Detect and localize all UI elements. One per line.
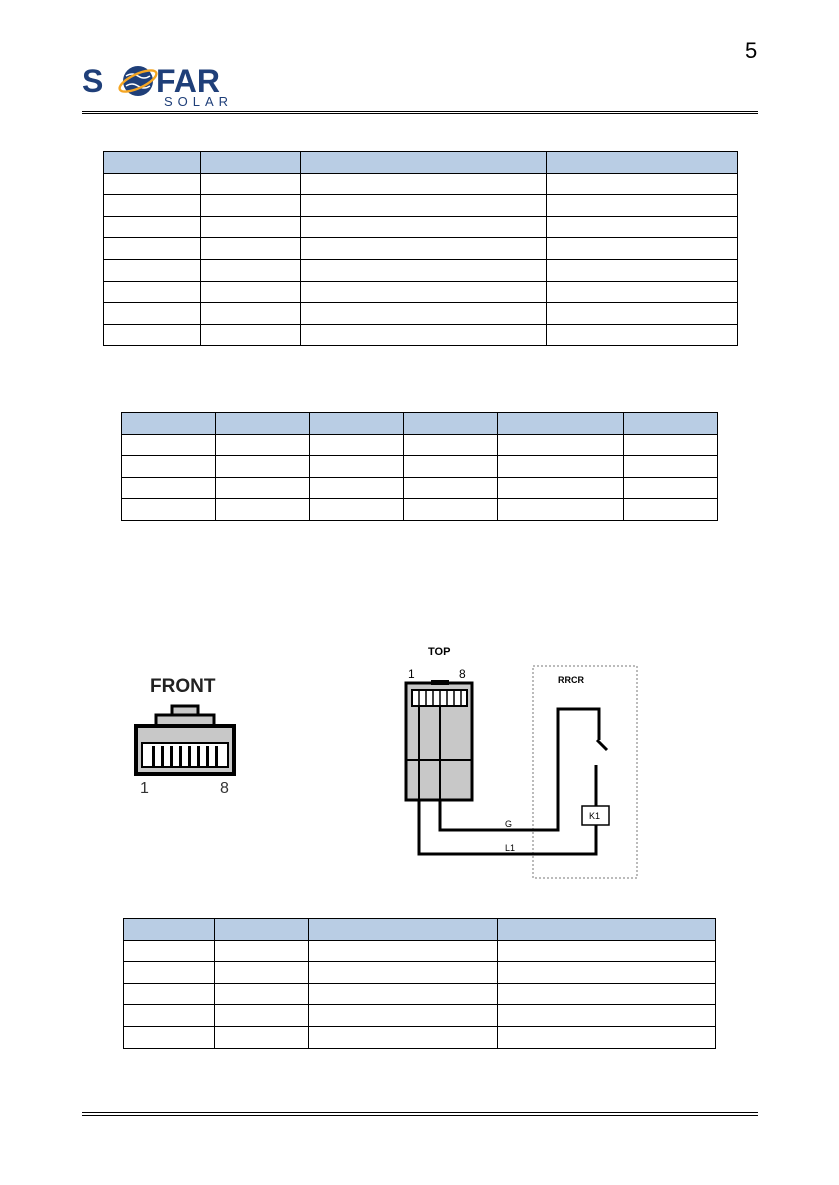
- table-cell: [547, 173, 738, 195]
- table-cell: [104, 216, 201, 238]
- table-cell: [215, 962, 309, 984]
- rrcr-label: RRCR: [558, 675, 584, 685]
- table-cell: [498, 456, 624, 478]
- table-cell: [624, 477, 718, 499]
- table-cell: [122, 477, 216, 499]
- relay-switch-contact: [597, 740, 607, 750]
- table-row: [104, 238, 738, 260]
- column-header: [201, 152, 301, 174]
- sofar-solar-logo: [80, 62, 270, 108]
- table-row: [124, 1026, 716, 1048]
- front-pin-1-label: 1: [140, 780, 149, 797]
- table-cell: [216, 456, 310, 478]
- table-cell: [404, 477, 498, 499]
- table-cell: [124, 1005, 215, 1027]
- table-cell: [309, 940, 498, 962]
- table-cell: [301, 173, 547, 195]
- column-header: [124, 919, 215, 941]
- table-cell: [498, 1026, 716, 1048]
- table-row: [122, 477, 718, 499]
- table-cell: [301, 195, 547, 217]
- rrcr-pin-8-label: 8: [459, 667, 466, 681]
- table-row: [104, 303, 738, 325]
- table-cell: [201, 195, 301, 217]
- table-cell: [215, 940, 309, 962]
- table-cell: [498, 477, 624, 499]
- rj45-front-figure: [128, 670, 248, 800]
- table-cell: [404, 499, 498, 521]
- table-cell: [301, 281, 547, 303]
- table-row: [104, 281, 738, 303]
- column-header: [624, 413, 718, 435]
- column-header: [309, 919, 498, 941]
- front-title: FRONT: [150, 676, 216, 697]
- table-cell: [201, 281, 301, 303]
- table-cell: [104, 238, 201, 260]
- table-header-row: [124, 919, 716, 941]
- rrcr-box: [533, 666, 637, 878]
- table-cell: [301, 238, 547, 260]
- table-cell: [309, 962, 498, 984]
- table-cell: [215, 983, 309, 1005]
- table-row: [104, 324, 738, 346]
- table-cell: [310, 456, 404, 478]
- table-cell: [310, 477, 404, 499]
- table-cell: [124, 940, 215, 962]
- table-cell: [309, 1026, 498, 1048]
- table-cell: [201, 173, 301, 195]
- svg-text:FAR: FAR: [156, 63, 220, 99]
- table-cell: [309, 1005, 498, 1027]
- rrcr-pin-1-label: 1: [408, 667, 415, 681]
- table-row: [122, 456, 718, 478]
- column-header: [498, 413, 624, 435]
- page-number: 5: [745, 38, 758, 63]
- table-cell: [104, 281, 201, 303]
- column-header: [547, 152, 738, 174]
- table-cell: [310, 499, 404, 521]
- table-row: [104, 216, 738, 238]
- table-cell: [201, 216, 301, 238]
- table-cell: [201, 238, 301, 260]
- table-row: [124, 1005, 716, 1027]
- table-cell: [216, 434, 310, 456]
- footer-rule: [82, 1112, 758, 1116]
- table-cell: [215, 1026, 309, 1048]
- table-cell: [301, 303, 547, 325]
- column-header: [104, 152, 201, 174]
- table-cell: [301, 259, 547, 281]
- table-cell: [201, 259, 301, 281]
- table-cell: [547, 195, 738, 217]
- table-cell: [547, 259, 738, 281]
- table-row: [124, 940, 716, 962]
- table-cell: [624, 499, 718, 521]
- table-cell: [104, 173, 201, 195]
- column-header: [122, 413, 216, 435]
- column-header: [215, 919, 309, 941]
- table-row: [124, 962, 716, 984]
- table-cell: [104, 303, 201, 325]
- table-row: [104, 173, 738, 195]
- relay-k1-label: K1: [589, 811, 601, 821]
- column-header: [498, 919, 716, 941]
- table-cell: [547, 281, 738, 303]
- column-header: [310, 413, 404, 435]
- top-label: TOP: [428, 646, 451, 658]
- table-cell: [122, 434, 216, 456]
- table-cell: [498, 1005, 716, 1027]
- svg-text:S: S: [82, 63, 104, 99]
- table-header-row: [104, 152, 738, 174]
- table-cell: [124, 983, 215, 1005]
- table-cell: [404, 434, 498, 456]
- table-cell: [215, 1005, 309, 1027]
- table-cell: [547, 238, 738, 260]
- table-cell: [547, 216, 738, 238]
- table-row: [104, 259, 738, 281]
- table-cell: [498, 499, 624, 521]
- table-2: [121, 412, 718, 521]
- table-row: [122, 499, 718, 521]
- column-header: [404, 413, 498, 435]
- table-cell: [104, 259, 201, 281]
- table-3: [123, 918, 716, 1049]
- rrcr-wiring-figure: [395, 640, 645, 882]
- table-cell: [104, 195, 201, 217]
- header-rule: [82, 111, 758, 114]
- table-cell: [122, 456, 216, 478]
- table-cell: [498, 962, 716, 984]
- table-cell: [498, 434, 624, 456]
- table-cell: [547, 324, 738, 346]
- column-header: [301, 152, 547, 174]
- table-cell: [301, 216, 547, 238]
- table-header-row: [122, 413, 718, 435]
- table-cell: [404, 456, 498, 478]
- table-row: [104, 195, 738, 217]
- front-pin-8-label: 8: [220, 780, 229, 797]
- table-cell: [216, 477, 310, 499]
- table-cell: [624, 456, 718, 478]
- table-cell: [310, 434, 404, 456]
- table-cell: [547, 303, 738, 325]
- table-1: [103, 151, 738, 346]
- table-cell: [124, 1026, 215, 1048]
- table-cell: [624, 434, 718, 456]
- table-cell: [104, 324, 201, 346]
- table-cell: [216, 499, 310, 521]
- table-cell: [122, 499, 216, 521]
- table-cell: [498, 940, 716, 962]
- table-row: [124, 983, 716, 1005]
- wire-g-label: G: [505, 819, 513, 829]
- table-cell: [498, 983, 716, 1005]
- table-cell: [309, 983, 498, 1005]
- rj45-plug-tab: [431, 680, 449, 685]
- globe-icon: [117, 66, 159, 96]
- table-cell: [124, 962, 215, 984]
- table-cell: [201, 324, 301, 346]
- table-cell: [201, 303, 301, 325]
- svg-text:SOLAR: SOLAR: [164, 94, 234, 108]
- wire-l1-label: L1: [505, 843, 516, 853]
- table-cell: [301, 324, 547, 346]
- table-row: [122, 434, 718, 456]
- column-header: [216, 413, 310, 435]
